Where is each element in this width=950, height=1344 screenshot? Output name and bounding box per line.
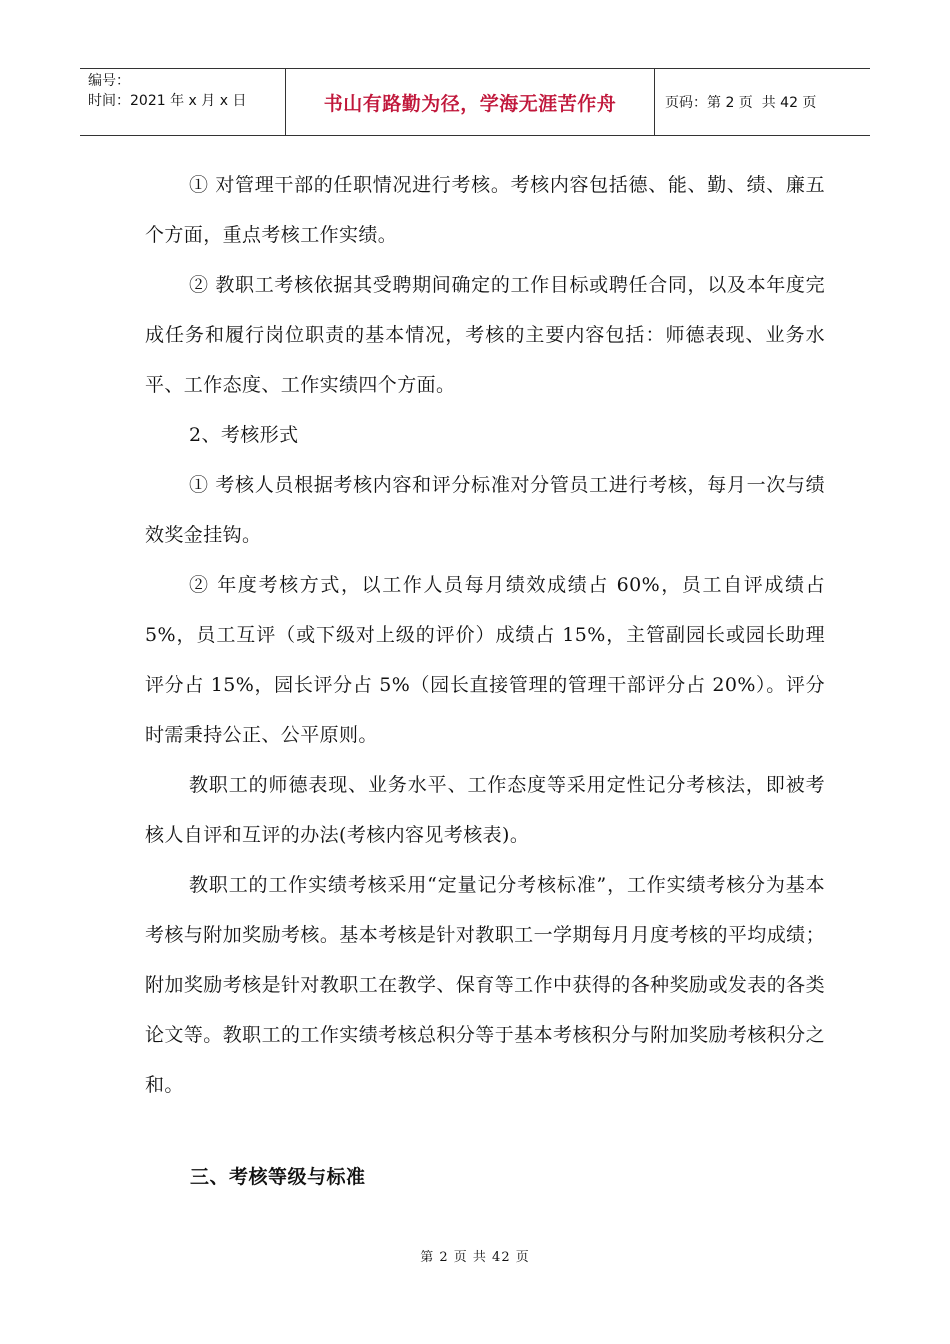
paragraph-1: ① 对管理干部的任职情况进行考核。考核内容包括德、能、勤、绩、廉五个方面，重点考核工作实绩。: [145, 174, 825, 246]
subheading-assessment-form: 2、考核形式: [189, 424, 299, 446]
header-page-label: 页码：第 2 页 共 42 页: [665, 95, 817, 111]
paragraph-5: 教职工的师德表现、业务水平、工作态度等采用定性记分考核法，即被考核人自评和互评的办法(考核内容见考核表)。: [145, 774, 825, 846]
header-page-info: [655, 69, 870, 135]
header-motto: 书山有路勤为径，学海无涯苦作舟: [285, 69, 655, 135]
section-heading: 三、考核等级与标准: [190, 1166, 366, 1188]
paragraph-2: ② 教职工考核依据其受聘期间确定的工作目标或聘任合同，以及本年度完成任务和履行岗位职责的基本情况，考核的主要内容包括：师德表现、业务水平、工作态度、工作实绩四个方面。: [145, 274, 825, 396]
document-body: [145, 160, 825, 1110]
date-label: 时间：2021 年 x 月 x 日: [88, 93, 247, 109]
paragraph-6: 教职工的工作实绩考核采用“定量记分考核标准”，工作实绩考核分为基本考核与附加奖励考核。基本考核是针对教职工一学期每月月度考核的平均成绩；附加奖励考核是针对教职工在教学、保育等工作中获得的各种奖励或发表的各类论文等。教职工的工作实绩考核总积分等于基本考核积分与附加奖励考核积分之和。: [145, 874, 825, 1096]
header-meta: [80, 69, 285, 135]
document-header: [80, 68, 870, 136]
page-footer: [0, 1246, 950, 1265]
paragraph-3: ① 考核人员根据考核内容和评分标准对分管员工进行考核，每月一次与绩效奖金挂钩。: [145, 474, 825, 546]
footer-page-number: 第 2 页 共 42 页: [420, 1250, 530, 1265]
paragraph-4: ② 年度考核方式，以工作人员每月绩效成绩占 60%，员工自评成绩占 5%，员工互评（或下级对上级的评价）成绩占 15%，主管副园长或园长助理评分占 15%，园长评分占 5%（园长直接管理的管理干部评分占 20%）。评分时需秉持公正、公平原则。: [145, 574, 825, 746]
serial-number-label: 编号：: [88, 73, 130, 89]
